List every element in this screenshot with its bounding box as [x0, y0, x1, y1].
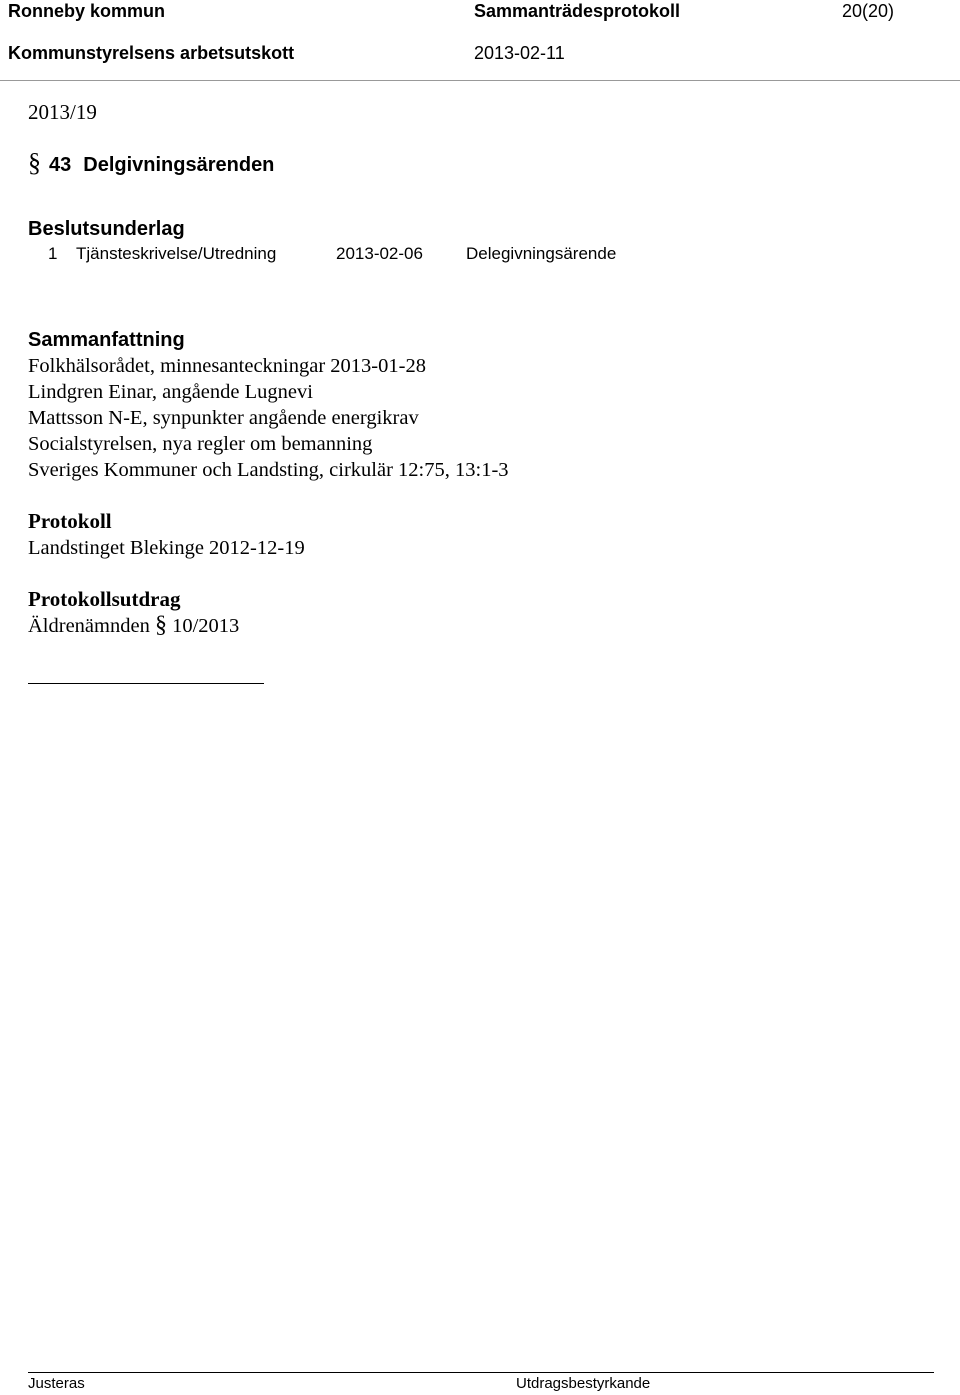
sammanfattning-line: Sveriges Kommuner och Landsting, cirkulär 12:75, 13:1-3 — [28, 459, 509, 481]
municipality-name: Ronneby kommun — [8, 1, 166, 21]
protokoll-line: Landstinget Blekinge 2012-12-19 — [28, 537, 305, 559]
page-number: 20(20) — [842, 1, 895, 21]
meeting-date: 2013-02-11 — [474, 43, 565, 63]
sammanfattning-heading: Sammanfattning — [28, 329, 185, 351]
protokollsutdrag-symbol: § — [154, 612, 167, 638]
utdragsbestyrkande-label: Utdragsbestyrkande — [516, 1375, 651, 1392]
justeras-label: Justeras — [28, 1375, 85, 1392]
section-symbol: § — [28, 148, 41, 177]
footer-divider — [28, 1372, 934, 1373]
protokoll-heading: Protokoll — [28, 509, 112, 533]
committee-name: Kommunstyrelsens arbetsutskott — [8, 43, 295, 63]
protokollsutdrag-line — [28, 612, 239, 639]
section-heading: Delgivningsärenden — [83, 154, 275, 176]
case-number: 2013/19 — [28, 100, 97, 124]
beslutsunderlag-item-date: 2013-02-06 — [336, 244, 423, 263]
beslutsunderlag-item-doc: Tjänsteskrivelse/Utredning — [76, 244, 277, 263]
sammanfattning-line: Lindgren Einar, angående Lugnevi — [28, 381, 313, 403]
protokollsutdrag-heading: Protokollsutdrag — [28, 587, 181, 611]
sammanfattning-list — [28, 353, 509, 483]
protokollsutdrag-recipient: Äldrenämnden — [28, 615, 150, 637]
beslutsunderlag-item-subject: Delegivningsärende — [466, 244, 617, 263]
sammanfattning-line: Folkhälsorådet, minnesanteckningar 2013-01-28 — [28, 355, 426, 377]
sammanfattning-line: Mattsson N-E, synpunkter angående energikrav — [28, 407, 419, 429]
section-number: 43 — [49, 154, 72, 176]
beslutsunderlag-item-index: 1 — [48, 244, 58, 263]
beslutsunderlag-heading: Beslutsunderlag — [28, 218, 185, 240]
document-type: Sammanträdesprotokoll — [474, 1, 681, 21]
section-title — [28, 148, 274, 178]
signature-line — [28, 683, 264, 684]
protokollsutdrag-ref: 10/2013 — [172, 615, 240, 637]
sammanfattning-line: Socialstyrelsen, nya regler om bemanning — [28, 433, 373, 455]
header-divider — [0, 80, 960, 81]
